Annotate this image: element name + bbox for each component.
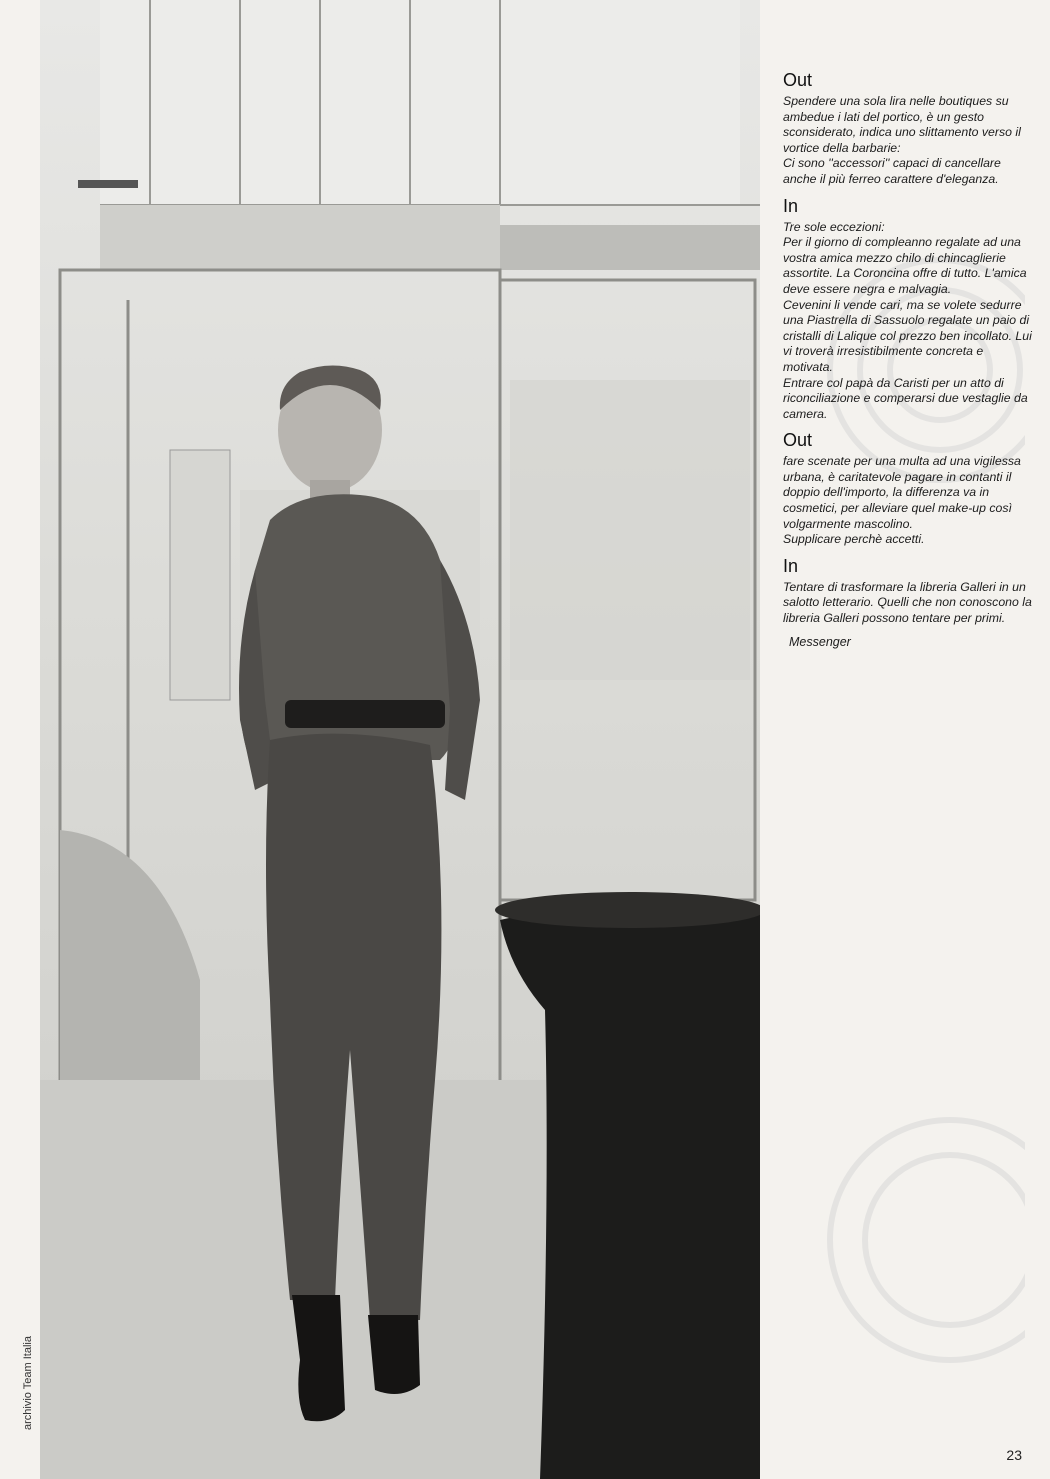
page-number: 23: [1006, 1447, 1022, 1463]
section-heading: Out: [783, 70, 813, 90]
paragraph: Spendere una sola lira nelle boutiques su ambedue i lati del portico, è un gesto sconsiderato, indica uno slittamento verso il vortice della barbarie:: [783, 94, 1021, 155]
paragraph: fare scenate per una multa ad una vigilessa urbana, è caritatevole pagare in contanti il doppio dell'importo, la differenza va in cosmetici, per alleviare quel make-up così volgarmente mascolino.: [783, 454, 1021, 531]
section-heading: In: [783, 555, 799, 576]
shop-display: [170, 450, 230, 700]
right-lintel: [500, 225, 760, 270]
photo-illustration: [40, 0, 760, 1479]
counter-top: [495, 892, 760, 928]
section-heading: In: [783, 195, 799, 216]
right-interior: [510, 380, 750, 680]
door-handle: [78, 180, 138, 188]
lintel: [100, 205, 500, 270]
paragraph: Ci sono ''accessori'' capaci di cancellare anche il più ferreo carattere d'eleganza.: [783, 156, 1001, 186]
author-signature: Messenger: [789, 634, 851, 649]
car-shape: [60, 830, 200, 1080]
paragraph: Entrare col papà da Caristi per un atto di riconciliazione e comperarsi due vestaglie da camera.: [783, 375, 1028, 421]
section-in-1: [783, 196, 1033, 423]
section-in-2: [783, 556, 1033, 627]
paragraph: Supplicare perchè accetti.: [783, 532, 925, 547]
paragraph: Tentare di trasformare la libreria Galleri in un salotto letterario. Quelli che non conoscono la libreria Galleri possono tentare per primi.: [783, 579, 1032, 626]
upper-window: [100, 0, 740, 205]
paragraph: Per il giorno di compleanno regalate ad una vostra amica mezzo chilo di chincaglierie assortite. La Coroncina offre di tutto. L'amica deve essere negra e malvagia.: [783, 235, 1027, 296]
fashion-photograph: [40, 0, 760, 1479]
article-column: [783, 70, 1033, 649]
paragraph: Tre sole eccezioni:: [783, 219, 885, 234]
photo-credit: archivio Team Italia: [22, 1336, 34, 1430]
section-out-1: [783, 70, 1033, 188]
section-heading: Out: [783, 430, 813, 451]
paragraph: Cevenini li vende cari, ma se volete sedurre una Piastrella di Sassuolo regalate un paio di cristalli di Lalique col prezzo ben incollato. Lui vi troverà irresistibilmente concreta e motivata.: [783, 297, 1032, 374]
section-out-2: [783, 430, 1033, 548]
